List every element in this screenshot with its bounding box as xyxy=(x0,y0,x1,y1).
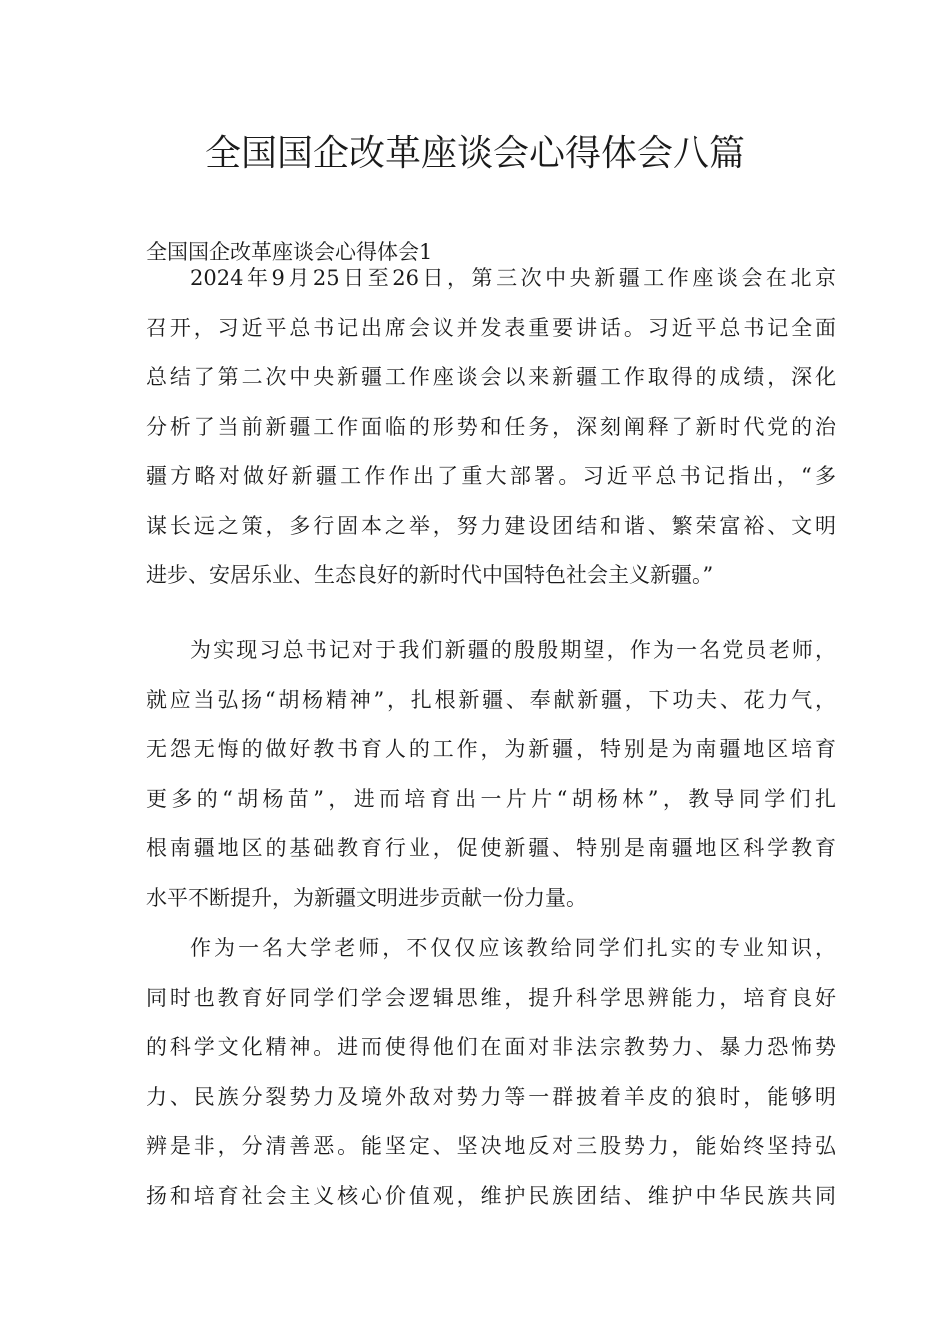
paragraph-2 xyxy=(146,626,836,923)
section-heading: 全国国企改革座谈会心得体会1 xyxy=(146,240,433,264)
paragraph-line: 的科学文化精神。进而使得他们在面对非法宗教势力、暴力恐怖势 xyxy=(146,1035,836,1059)
paragraph-line: 同时也教育好同学们学会逻辑思维，提升科学思辨能力，培育良好 xyxy=(146,985,836,1010)
paragraph-line: 扬和培育社会主义核心价值观，维护民族团结、维护中华民族共同 xyxy=(146,1183,836,1208)
paragraph-line: 作为一名大学老师，不仅仅应该教给同学们扎实的专业知识， xyxy=(190,936,836,960)
paragraph-line: 2024年9月25日至26日，第三次中央新疆工作座谈会在北京 xyxy=(190,266,836,290)
paragraph-line: 更多的“胡杨苗”，进而培育出一片片“胡杨林”，教导同学们扎 xyxy=(146,786,836,811)
paragraph-line: 力、民族分裂势力及境外敌对势力等一群披着羊皮的狼时，能够明 xyxy=(146,1084,836,1109)
paragraph-line: 分析了当前新疆工作面临的形势和任务，深刻阐释了新时代党的治 xyxy=(146,414,836,439)
paragraph-line: 为实现习总书记对于我们新疆的殷殷期望，作为一名党员老师， xyxy=(190,638,836,662)
paragraph-line: 召开，习近平总书记出席会议并发表重要讲话。习近平总书记全面 xyxy=(146,315,836,340)
paragraph-line: 总结了第二次中央新疆工作座谈会以来新疆工作取得的成绩，深化 xyxy=(146,365,836,389)
paragraph-line: 谋长远之策，多行固本之举，努力建设团结和谐、繁荣富裕、文明 xyxy=(146,513,836,538)
paragraph-line: 水平不断提升，为新疆文明进步贡献一份力量。 xyxy=(146,885,587,910)
document-title: 全国国企改革座谈会心得体会八篇 xyxy=(204,133,745,174)
paragraph-line: 进步、安居乐业、生态良好的新时代中国特色社会主义新疆。” xyxy=(146,563,714,587)
paragraph-line: 就应当弘扬“胡杨精神”，扎根新疆、奉献新疆，下功夫、花力气， xyxy=(146,687,836,712)
paragraph-line: 疆方略对做好新疆工作作出了重大部署。习近平总书记指出，“多 xyxy=(146,464,836,488)
paragraph-1 xyxy=(146,254,836,601)
paragraph-3 xyxy=(146,924,836,1221)
paragraph-line: 无怨无悔的做好教书育人的工作，为新疆，特别是为南疆地区培育 xyxy=(146,737,836,761)
paragraph-line: 辨是非，分清善恶。能坚定、坚决地反对三股势力，能始终坚持弘 xyxy=(146,1134,836,1158)
paragraph-line: 根南疆地区的基础教育行业，促使新疆、特别是南疆地区科学教育 xyxy=(146,836,836,860)
